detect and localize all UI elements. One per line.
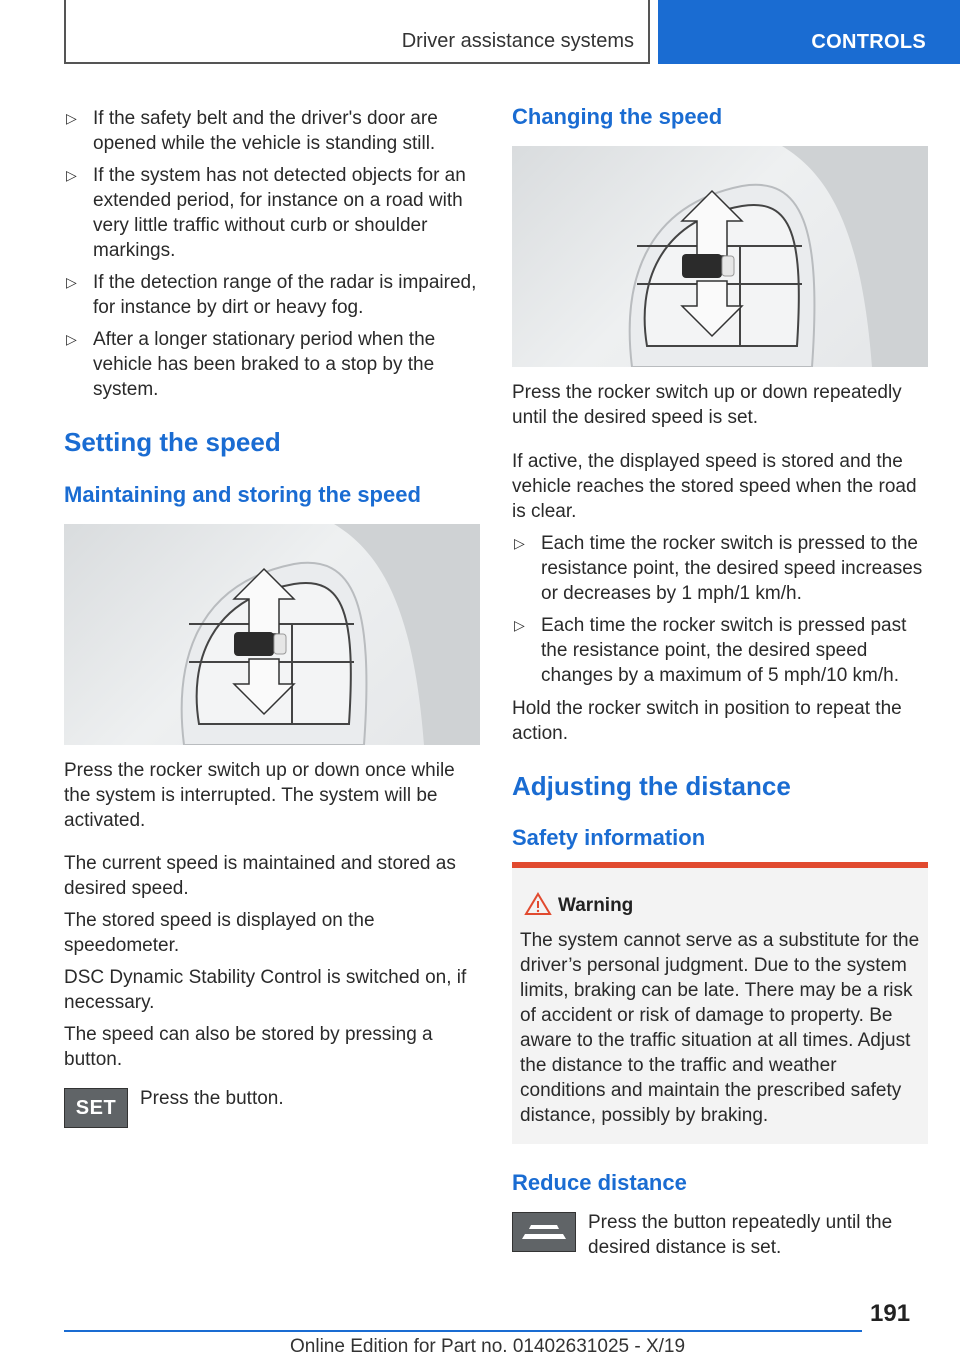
- triangle-bullet-icon: ▷: [66, 110, 77, 126]
- page-number: 191: [870, 1300, 911, 1327]
- paragraph-store-by-button: The speed can also be stored by pressing a button.: [64, 1024, 433, 1070]
- paragraph-reduce-instruction: Press the button repeatedly until the desired distance is set.: [588, 1212, 893, 1258]
- triangle-bullet-icon: ▷: [66, 274, 77, 290]
- paragraph-dsc: DSC Dynamic Stability Control is switched on, if necessary.: [64, 967, 467, 1013]
- list-item: ▷ After a longer stationary period when the vehicle has been braked to a stop by the system.: [66, 329, 436, 400]
- list-item: ▷ If the detection range of the radar is impaired, for instance by dirt or heavy fog.: [66, 272, 477, 318]
- paragraph-current-speed: The current speed is maintained and stored as desired speed.: [64, 853, 456, 899]
- interruption-conditions-list: [64, 106, 480, 402]
- footer-edition: Online Edition for Part no. 01402631025 - X/19: [290, 1336, 686, 1357]
- heading-safety-information: Safety information: [512, 825, 706, 850]
- steering-wheel-rocker-switch-image-2: [512, 146, 928, 367]
- triangle-bullet-icon: ▷: [66, 331, 77, 347]
- list-item: ▷ If the safety belt and the driver's door are opened while the vehicle is standing still.: [66, 108, 438, 154]
- list-item: ▷ If the system has not detected objects for an extended period, for instance on a road with very little traffic without curb or shoulder markings.: [66, 165, 466, 261]
- paragraph-press-button: Press the button.: [140, 1088, 284, 1109]
- rocker-switch-illustration: [512, 146, 928, 367]
- triangle-bullet-icon: ▷: [66, 167, 77, 183]
- list-item: ▷ Each time the rocker switch is pressed to the resistance point, the desired speed increases or decreases by 1 mph/1 km/h.: [514, 533, 923, 604]
- paragraph-speedometer: The stored speed is displayed on the speedometer.: [64, 910, 375, 956]
- triangle-bullet-icon: ▷: [514, 535, 525, 551]
- paragraph-hold-switch: Hold the rocker switch in position to repeat the action.: [512, 698, 902, 744]
- triangle-bullet-icon: ▷: [514, 617, 525, 633]
- rocker-switch-illustration: [64, 524, 480, 745]
- footer-divider: [64, 1330, 862, 1332]
- heading-setting-the-speed: Setting the speed: [64, 427, 281, 457]
- warning-box: [512, 862, 928, 1144]
- speed-change-list: [512, 531, 928, 688]
- header-chapter-tab: [658, 0, 960, 64]
- heading-changing-speed: Changing the speed: [512, 104, 723, 129]
- distance-button-icon: [512, 1212, 576, 1252]
- paragraph-activate: Press the rocker switch up or down once while the system is interrupted. The system will be activated.: [64, 760, 455, 831]
- header-section-tab: [64, 0, 650, 64]
- steering-wheel-rocker-switch-image: [64, 524, 480, 745]
- set-button-label: SET: [75, 1096, 117, 1119]
- heading-maintaining-speed: Maintaining and storing the speed: [64, 482, 421, 507]
- warning-text: The system cannot serve as a substitute for the driver’s personal judgment. Due to the system limits, braking can be late. There may be a risk of accident or risk of damage to property. Be aware to the traffic situation at all times. Adjust the distance to the traffic and weather conditions and maintain the prescribed safety distance, possibly by braking.: [520, 930, 920, 1126]
- paragraph-press-repeatedly: Press the rocker switch up or down repeatedly until the desired speed is set.: [512, 382, 902, 428]
- distance-bars-icon: [513, 1213, 575, 1251]
- paragraph-if-active: If active, the displayed speed is stored and the vehicle reaches the stored speed when the road is clear.: [512, 451, 917, 522]
- heading-reduce-distance: Reduce distance: [512, 1170, 687, 1195]
- list-item: ▷ Each time the rocker switch is pressed past the resistance point, the desired speed changes by a maximum of 5 mph/10 km/h.: [514, 615, 907, 686]
- warning-title: Warning: [558, 895, 634, 916]
- header-section-title: Driver assistance systems: [401, 29, 634, 52]
- set-button-icon: [64, 1088, 128, 1128]
- warning-triangle-icon: [524, 892, 552, 916]
- heading-adjusting-distance: Adjusting the distance: [512, 771, 791, 801]
- header-chapter-title: CONTROLS: [811, 30, 926, 53]
